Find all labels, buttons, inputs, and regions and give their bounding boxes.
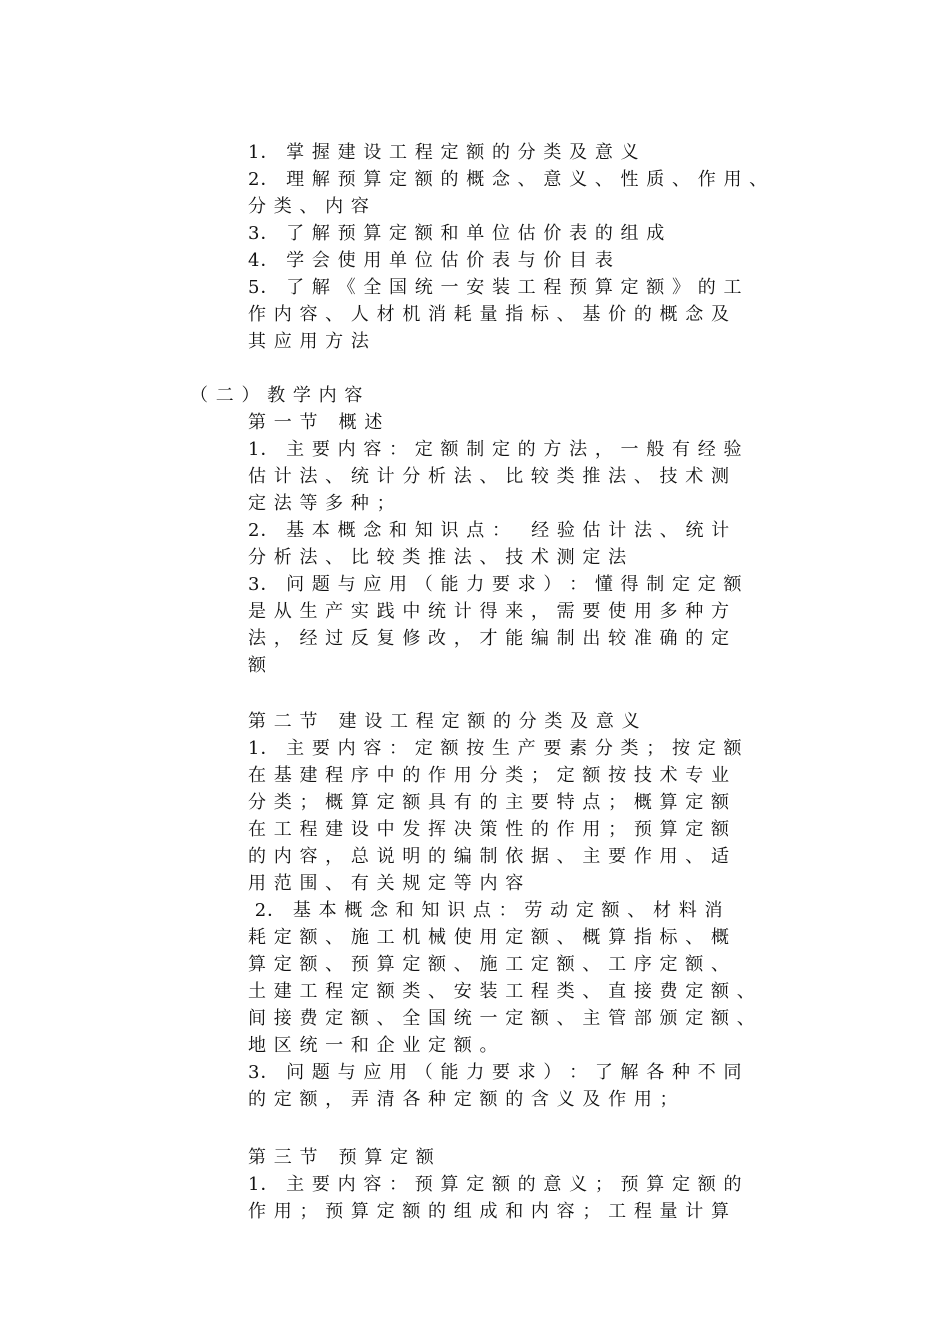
- section2-line: 间 接 费 定 额 、 全 国 统 一 定 额 、 主 管 部 颁 定 额 、: [248, 1008, 756, 1029]
- objective-line: 作 内 容 、 人 材 机 消 耗 量 指 标 、 基 价 的 概 念 及: [248, 304, 730, 325]
- section3-line: 作 用 ； 预 算 定 额 的 组 成 和 内 容 ； 工 程 量 计 算: [248, 1201, 730, 1222]
- section1-line: 估 计 法 、 统 计 分 析 法 、 比 较 类 推 法 、 技 术 测: [248, 466, 730, 487]
- section2-line: 算 定 额 、 预 算 定 额 、 施 工 定 额 、 工 序 定 额 、: [248, 954, 730, 975]
- section1-line: 额: [248, 655, 267, 676]
- section2-line: 地 区 统 一 和 企 业 定 额 。: [248, 1035, 499, 1056]
- objective-line: 3． 了 解 预 算 定 额 和 单 位 估 价 表 的 组 成: [248, 223, 666, 244]
- section2-line: 的 定 额 ， 弄 清 各 种 定 额 的 含 义 及 作 用 ；: [248, 1089, 679, 1110]
- section2-line: 耗 定 额 、 施 工 机 械 使 用 定 额 、 概 算 指 标 、 概: [248, 927, 730, 948]
- section1-line: 定 法 等 多 种 ；: [248, 493, 396, 514]
- section-heading: （ 二 ） 教 学 内 容: [190, 385, 364, 406]
- section3-line: 1． 主 要 内 容 ： 预 算 定 额 的 意 义 ； 预 算 定 额 的: [248, 1174, 743, 1195]
- section1-line: 1． 主 要 内 容 ： 定 额 制 定 的 方 法 ， 一 般 有 经 验: [248, 439, 743, 460]
- section1-line: 3． 问 题 与 应 用 （ 能 力 要 求 ） ： 懂 得 制 定 定 额: [248, 574, 743, 595]
- objective-line: 其 应 用 方 法: [248, 331, 370, 352]
- section1-line: 法 ， 经 过 反 复 修 改 ， 才 能 编 制 出 较 准 确 的 定: [248, 628, 730, 649]
- section2-line: 分 类 ； 概 算 定 额 具 有 的 主 要 特 点 ； 概 算 定 额: [248, 792, 730, 813]
- objective-line: 1． 掌 握 建 设 工 程 定 额 的 分 类 及 意 义: [248, 142, 640, 163]
- section1-line: 2． 基 本 概 念 和 知 识 点 ： 经 验 估 计 法 、 统 计: [248, 520, 731, 541]
- section2-line: 在 工 程 建 设 中 发 挥 决 策 性 的 作 用 ； 预 算 定 额: [248, 819, 730, 840]
- section3-title: 第 三 节 预 算 定 额: [248, 1147, 435, 1168]
- section2-line: 土 建 工 程 定 额 类 、 安 装 工 程 类 、 直 接 费 定 额 、: [248, 981, 756, 1002]
- section1-title: 第 一 节 概 述: [248, 412, 384, 433]
- section2-line: 用 范 围 、 有 关 规 定 等 内 容: [248, 873, 525, 894]
- section2-line: 1． 主 要 内 容 ： 定 额 按 生 产 要 素 分 类 ； 按 定 额: [248, 738, 743, 759]
- objective-line: 5． 了 解 《 全 国 统 一 安 装 工 程 预 算 定 额 》 的 工: [248, 277, 743, 298]
- objective-line: 4． 学 会 使 用 单 位 估 价 表 与 价 目 表: [248, 250, 614, 271]
- objective-line: 2． 理 解 预 算 定 额 的 概 念 、 意 义 、 性 质 、 作 用 、: [248, 169, 769, 190]
- section1-line: 分 析 法 、 比 较 类 推 法 、 技 术 测 定 法: [248, 547, 628, 568]
- section1-line: 是 从 生 产 实 践 中 统 计 得 来 ， 需 要 使 用 多 种 方: [248, 601, 730, 622]
- section2-line: 3． 问 题 与 应 用 （ 能 力 要 求 ） ： 了 解 各 种 不 同: [248, 1062, 743, 1083]
- section2-title: 第 二 节 建 设 工 程 定 额 的 分 类 及 意 义: [248, 711, 641, 732]
- section2-line: 的 内 容 ， 总 说 明 的 编 制 依 据 、 主 要 作 用 、 适: [248, 846, 730, 867]
- section2-line: 2． 基 本 概 念 和 知 识 点 ： 劳 动 定 额 、 材 料 消: [248, 900, 724, 921]
- objective-line: 分 类 、 内 容: [248, 196, 370, 217]
- section2-line: 在 基 建 程 序 中 的 作 用 分 类 ； 定 额 按 技 术 专 业: [248, 765, 730, 786]
